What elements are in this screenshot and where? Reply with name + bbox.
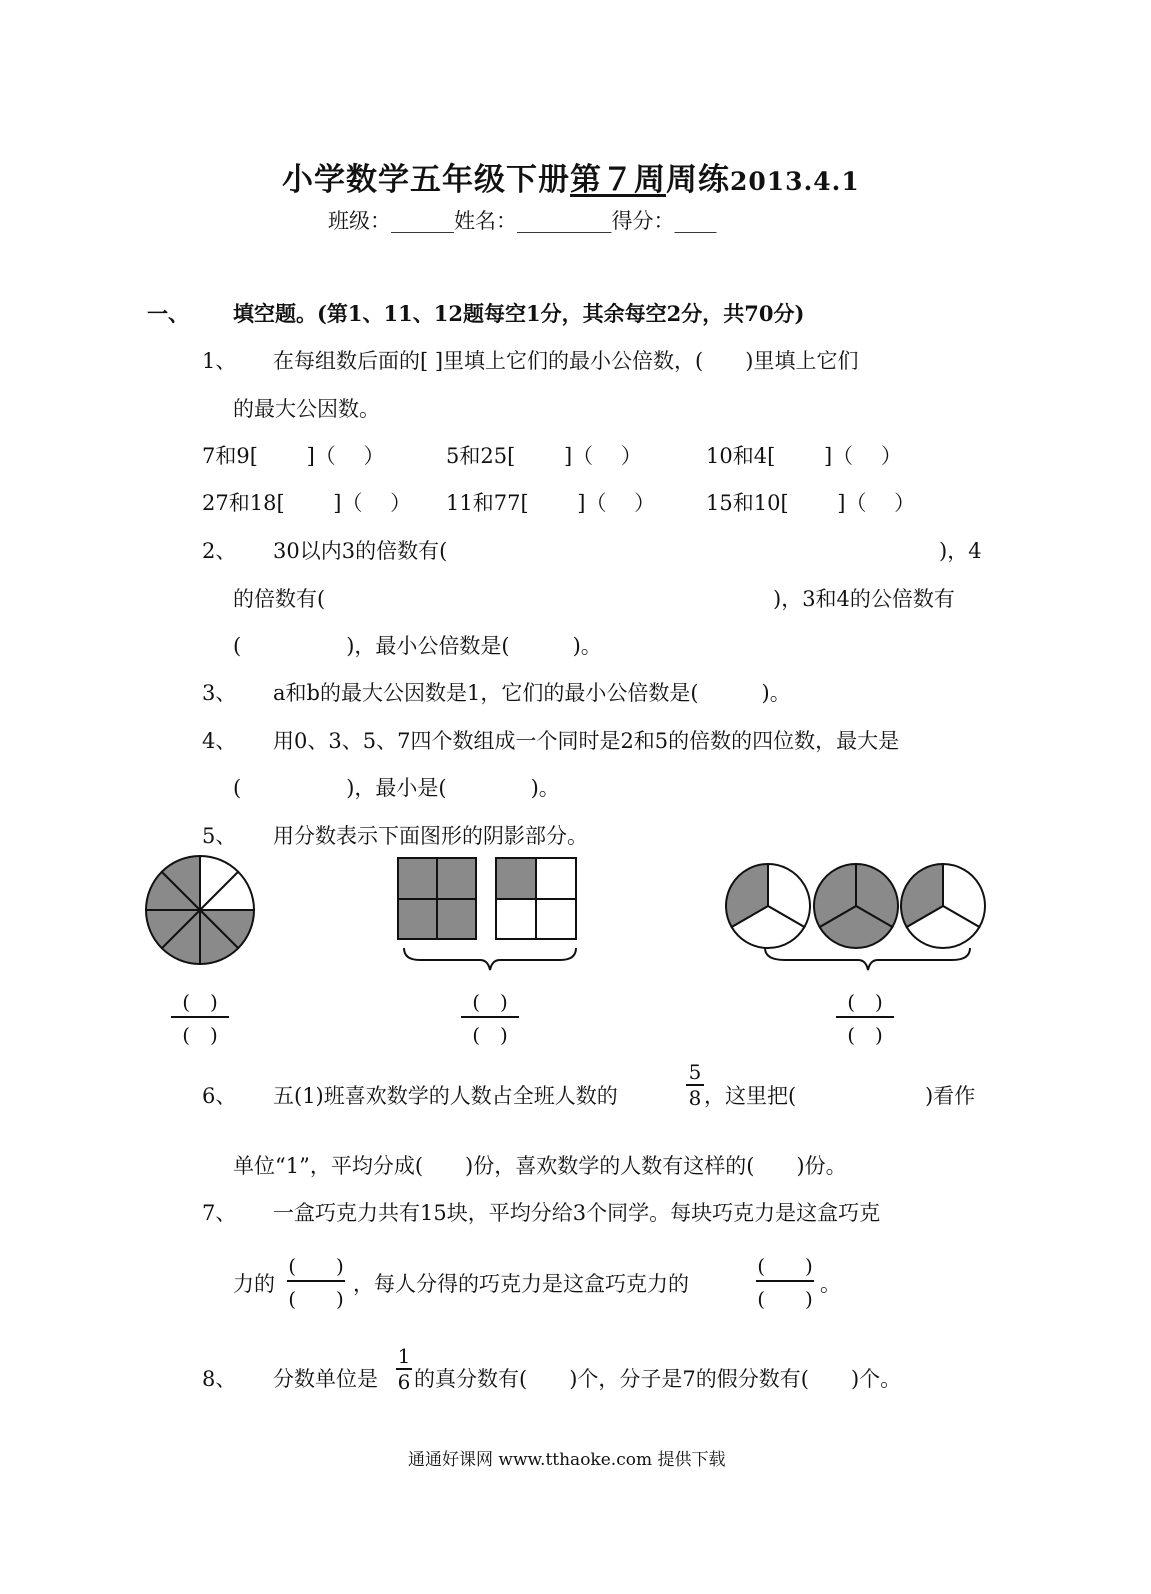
answer-fraction-3[interactable] xyxy=(830,986,900,1048)
square-quarter xyxy=(496,899,536,939)
answer-fraction-1[interactable] xyxy=(165,986,235,1048)
fraction-denominator: 6 xyxy=(397,1370,411,1394)
q7-line2a: 力的 xyxy=(233,1272,275,1296)
answer-fraction-2[interactable] xyxy=(455,986,525,1048)
q6-line1c: )看作 xyxy=(925,1084,976,1108)
q3-text: a和b的最大公因数是1，它们的最小公倍数是( )。 xyxy=(273,681,791,705)
q1-pair: 5和25[ ]（ ） xyxy=(446,444,642,468)
q5-text: 用分数表示下面图形的阴影部分。 xyxy=(273,824,588,848)
answer-numerator: ( ) xyxy=(472,990,508,1014)
q1-pair: 11和77[ ]（ ） xyxy=(446,491,656,515)
q6-line1a: 五(1)班喜欢数学的人数占全班人数的 xyxy=(273,1084,618,1108)
square-quarter xyxy=(398,858,437,899)
pie-eighths-figure xyxy=(146,856,254,964)
square-quarter xyxy=(398,899,437,939)
answer-denominator: ( ) xyxy=(288,1287,344,1311)
q2-line1a: 30以内3的倍数有( xyxy=(273,539,448,563)
q6-number: 6、 xyxy=(202,1084,237,1108)
q8-line1b: 的真分数有( )个，分子是7的假分数有( )个。 xyxy=(414,1367,902,1391)
title-date: 2013.4.1 xyxy=(730,167,860,196)
answer-numerator: ( ) xyxy=(288,1254,344,1278)
q2-line1b: )，4 xyxy=(939,539,982,563)
answer-fraction-q7b[interactable] xyxy=(750,1250,820,1312)
q1-line2: 的最大公因数。 xyxy=(233,397,380,421)
answer-denominator: ( ) xyxy=(472,1023,508,1047)
q2-line3: ( )，最小公倍数是( )。 xyxy=(233,634,602,658)
q5-number: 5、 xyxy=(202,824,237,848)
square-quarter xyxy=(536,899,576,939)
q2-number: 2、 xyxy=(202,539,237,563)
page-title xyxy=(282,154,860,199)
q4-line2: ( )，最小是( )。 xyxy=(233,776,560,800)
q4-line1: 用0、3、5、7四个数组成一个同时是2和5的倍数的四位数，最大是 xyxy=(273,729,900,753)
q1-pair: 7和9[ ]（ ） xyxy=(202,444,385,468)
section-number: 一、 xyxy=(147,301,189,326)
answer-numerator: ( ) xyxy=(757,1254,813,1278)
q1-pair: 15和10[ ]（ ） xyxy=(706,491,916,515)
q8-number: 8、 xyxy=(202,1367,237,1391)
q2-line2b: )，3和4的公倍数有 xyxy=(773,587,955,611)
q7-number: 7、 xyxy=(202,1201,237,1225)
fraction-numerator: 5 xyxy=(688,1060,702,1084)
square-quarter xyxy=(437,899,476,939)
student-info-line: 班级：______姓名：_________得分：____ xyxy=(328,209,717,233)
square-quarter xyxy=(536,858,576,899)
square-quarter xyxy=(496,858,536,899)
pie-thirds-figure xyxy=(726,864,985,948)
title-week: 第７周 xyxy=(570,162,666,198)
square-quarter xyxy=(437,858,476,899)
q7-line1: 一盒巧克力共有15块，平均分给3个同学。每块巧克力是这盒巧克 xyxy=(273,1201,881,1225)
fraction-denominator: 8 xyxy=(688,1086,702,1110)
answer-fraction-q7a[interactable] xyxy=(281,1250,351,1312)
q2-line2a: 的倍数有( xyxy=(233,587,326,611)
q6-line1b: ，这里把( xyxy=(704,1084,797,1108)
q4-number: 4、 xyxy=(202,729,237,753)
answer-denominator: ( ) xyxy=(847,1023,883,1047)
q1-line1: 在每组数后面的[ ]里填上它们的最小公倍数，( )里填上它们 xyxy=(273,349,859,373)
answer-denominator: ( ) xyxy=(182,1023,218,1047)
section-heading: 填空题。(第1、11、12题每空1分，其余每空2分，共70分) xyxy=(233,301,805,326)
answer-numerator: ( ) xyxy=(847,990,883,1014)
answer-denominator: ( ) xyxy=(757,1287,813,1311)
q1-pair: 10和4[ ]（ ） xyxy=(706,444,902,468)
q1-number: 1、 xyxy=(202,349,237,373)
q6-line2: 单位“1”，平均分成( )份，喜欢数学的人数有这样的( )份。 xyxy=(233,1154,847,1178)
q3-number: 3、 xyxy=(202,681,237,705)
q8-line1a: 分数单位是 xyxy=(273,1367,378,1391)
title-tail: 周练 xyxy=(666,162,730,198)
answer-numerator: ( ) xyxy=(182,990,218,1014)
q7-line2c: 。 xyxy=(820,1272,841,1296)
title-main: 小学数学五年级下册 xyxy=(282,162,570,198)
fraction-numerator: 1 xyxy=(397,1344,411,1368)
fraction-1-6 xyxy=(396,1346,412,1392)
squares-figure xyxy=(398,858,576,970)
q1-pair: 27和18[ ]（ ） xyxy=(202,491,412,515)
brace xyxy=(404,948,576,970)
fraction-5-8 xyxy=(686,1062,704,1108)
footer-source: 通通好课网 www.tthaoke.com 提供下载 xyxy=(408,1450,726,1470)
q7-line2b: ，每人分得的巧克力是这盒巧克力的 xyxy=(353,1272,689,1296)
brace xyxy=(765,948,970,970)
